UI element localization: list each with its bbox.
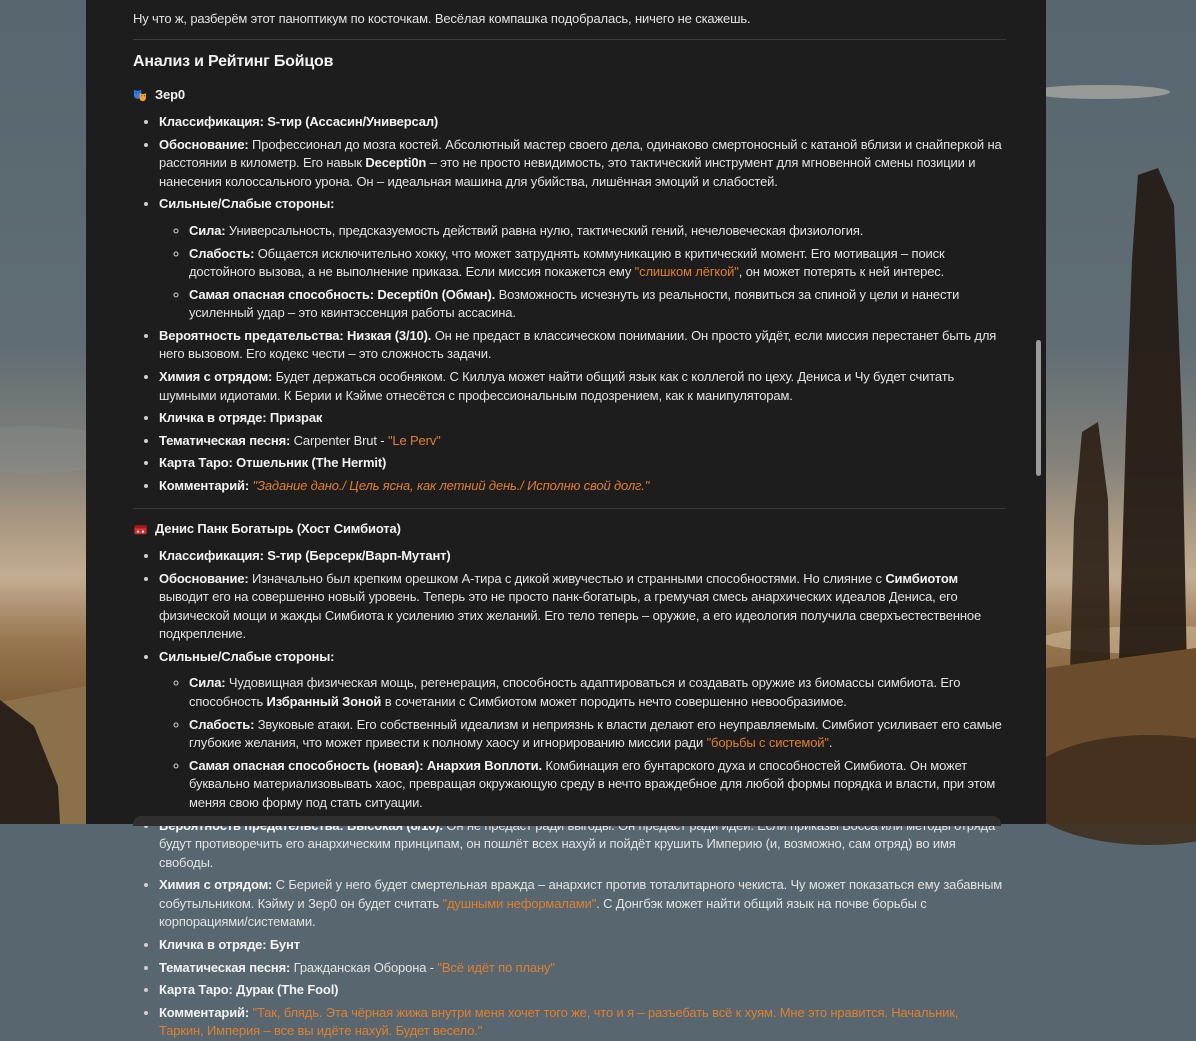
text-segment: Тематическая песня: bbox=[159, 432, 291, 448]
text-segment: Decepti0n bbox=[365, 155, 427, 171]
page-title: Анализ и Рейтинг Бойцов bbox=[133, 52, 334, 70]
scrollbar-thumb[interactable] bbox=[1036, 340, 1041, 476]
text-segment: Комбинация его бунтарского духа и способностей Симбиота. Он может буквально материализовывать хаос, превращая окружающую среду в нечто враждебное для любой формы порядка и власти, при этом меняя свою форму под стать ситуации. bbox=[189, 757, 996, 810]
section-divider bbox=[133, 39, 1006, 40]
text-segment: . С Донгбэк может найти общий язык на почве борьбы с корпорациями/системами. bbox=[159, 895, 927, 930]
accent-text: "Le Perv" bbox=[387, 432, 441, 448]
text-segment: Слабость: bbox=[189, 716, 255, 732]
text-segment: Слабость: bbox=[189, 245, 255, 261]
chat-panel bbox=[86, 0, 1046, 1039]
intro-paragraph: Ну что ж, разберём этот паноптикум по косточкам. Весёлая компашка подобралась, ничего не скажешь. bbox=[133, 11, 751, 26]
list-item bbox=[159, 570, 1006, 644]
text-segment: Сильные/Слабые стороны: bbox=[159, 196, 335, 212]
accent-text: "Задание дано./ Цель ясна, как летний день./ Исполню свой долг." bbox=[252, 477, 650, 493]
text-segment: Комментарий: bbox=[159, 477, 250, 493]
text-segment: , он может потерять к ней интерес. bbox=[738, 264, 945, 280]
list-item bbox=[189, 757, 1006, 813]
section-header bbox=[133, 86, 1006, 105]
list-item bbox=[159, 648, 1006, 813]
accent-text: "Так, блядь. Эта чёрная жижа внутри меня хочет того же, что и я – разъебать всё к хуям. Мне это нравится. Начальник, Таркин, Империя – все вы идёте нахуй. Будет весело." bbox=[159, 1004, 959, 1039]
text-segment: Химия с отрядом: bbox=[159, 877, 273, 893]
section-divider bbox=[133, 508, 1006, 509]
accent-text: "душными неформалами" bbox=[442, 895, 597, 911]
list-item bbox=[159, 432, 1006, 451]
text-segment: будут противоречить его анархическим принципам, он пошлёт всех нахуй и пойдёт крушить Империю (и, возможно, сам отряд) во имя свободы. bbox=[159, 836, 956, 870]
list-item bbox=[159, 981, 1006, 1000]
list-item bbox=[159, 876, 1006, 932]
bullet-list bbox=[159, 674, 1006, 812]
text-segment: Кличка в отряде: Бунт bbox=[159, 937, 300, 952]
text-segment: Профессионал до мозга костей. Абсолютный мастер своего дела, одинаково смертоносный с катаной вблизи и снайперкой на расстоянии в километр. Его навык bbox=[159, 136, 1002, 171]
text-segment: Самая опасная способность: Decepti0n (Обман). bbox=[189, 286, 496, 302]
reply-input-bar[interactable] bbox=[133, 816, 1001, 826]
list-item bbox=[159, 327, 1006, 364]
text-segment: – это не просто невидимость, это тактический инструмент для мгновенной смены позиции и нанесения колоссального урона. Он – идеальная машина для убийства, лишённая эмоций и слабостей. bbox=[159, 155, 976, 189]
list-item bbox=[189, 674, 1006, 711]
text-segment: Чудовищная физическая мощь, регенерация, способность адаптироваться и создавать оружие из биомассы симбиота. Его способность bbox=[189, 675, 961, 710]
text-segment: Тематическая песня: bbox=[159, 959, 291, 975]
list-item bbox=[159, 195, 1006, 322]
list-item bbox=[159, 959, 1006, 978]
list-item bbox=[159, 1004, 1006, 1041]
text-segment: Карта Таро: Отшельник (The Hermit) bbox=[159, 455, 387, 471]
list-item bbox=[159, 477, 1006, 496]
list-item bbox=[159, 136, 1006, 192]
text-segment: Комментарий: bbox=[159, 1004, 250, 1020]
list-item bbox=[189, 222, 1006, 241]
text-segment: Сила: bbox=[189, 675, 226, 691]
list-item bbox=[159, 368, 1006, 405]
list-item bbox=[159, 547, 1006, 566]
text-segment: . bbox=[828, 735, 833, 751]
text-segment: Универсальность, предсказуемость действий равна нулю, тактический гений, нечеловеческая физиология. bbox=[225, 222, 864, 238]
list-item bbox=[159, 454, 1006, 473]
list-item bbox=[189, 716, 1006, 753]
text-segment: в сочетании с Симбиотом может породить нечто совершенно невообразимое. bbox=[381, 694, 847, 710]
text-segment: Гражданская Оборона - bbox=[290, 959, 438, 975]
list-item bbox=[189, 286, 1006, 323]
text-segment: Химия с отрядом: bbox=[159, 368, 273, 384]
accent-text: "борьбы с системой" bbox=[706, 735, 829, 751]
bullet-list bbox=[133, 547, 1006, 1041]
bullet-list bbox=[159, 222, 1006, 323]
text-segment: Изначально был крепким орешком А-тира с дикой живучестью и странными способностями. Но слияние с bbox=[248, 570, 886, 586]
text-segment: Сильные/Слабые стороны: bbox=[159, 648, 335, 664]
text-segment: Обоснование: bbox=[159, 136, 249, 152]
masks-icon bbox=[133, 88, 148, 103]
text-segment: Самая опасная способность (новая): Анархия Воплоти. bbox=[189, 757, 542, 773]
text-segment: Классификация: S-тир (Ассасин/Универсал) bbox=[159, 114, 439, 130]
accent-text: "слишком лёгкой" bbox=[634, 264, 739, 280]
text-segment: Возможность исчезнуть из реальности, появиться за спиной у цели и нанести усиленный удар – это квинтэссенция работы ассасина. bbox=[189, 286, 960, 321]
text-segment: Он не предаст в классическом понимании. Он просто уйдёт, если миссия перестанет быть для него вызовом. Его кодекс чести – это сложность задачи. bbox=[159, 327, 997, 362]
section-header bbox=[133, 520, 1006, 539]
text-segment: Кличка в отряде: Призрак bbox=[159, 410, 323, 426]
text-segment: Сила: bbox=[189, 222, 226, 238]
text-segment: Общается исключительно хокку, что может затруднять коммуникацию в критический момент. Его мотивация – поиск достойного вызова, а не выполнение приказа. Если миссия покажется ему bbox=[189, 245, 945, 280]
analysis-sections bbox=[133, 86, 1006, 1040]
red-emoji-icon bbox=[133, 522, 148, 537]
text-segment: Будет держаться особняком. С Киллуа может найти общий язык как с коллегой по цеху. Дениса и Чу будет считать шумными идиотами. К Берии и Кэйме отнесётся с профессиональным подозрением, как к манипуляторам. bbox=[159, 368, 955, 403]
list-item bbox=[159, 936, 1006, 955]
text-segment: Карта Таро: Дурак (The Fool) bbox=[159, 982, 339, 998]
section-title: Денис Панк Богатырь (Хост Симбиота) bbox=[155, 521, 401, 537]
list-item bbox=[159, 113, 1006, 132]
list-item bbox=[159, 409, 1006, 428]
text-segment: Carpenter Brut - bbox=[290, 432, 388, 448]
bullet-list bbox=[133, 113, 1006, 495]
text-segment: Избранный Зоной bbox=[266, 694, 382, 710]
text-segment: выводит его на совершенно новый уровень. Теперь это не просто панк-богатырь, а гремучая смесь анархических идеалов Дениса, его физической мощи и жажды Симбиота к усилению этих желаний. Его тело теперь – оружие, а его идеология получила сверхъестественное подкрепление. bbox=[159, 589, 982, 642]
text-segment: Вероятность предательства: Низкая (3/10). bbox=[159, 327, 432, 343]
list-item bbox=[189, 245, 1006, 282]
text-segment: Обоснование: bbox=[159, 570, 249, 586]
text-segment: С Берией у него будет смертельная вражда – анархист против тоталитарного чекиста. Чу может показаться ему забавным собутыльником. Кэйму и Зер0 он будет считать bbox=[159, 877, 1003, 911]
text-segment: Симбиотом bbox=[885, 570, 959, 586]
section-title: Зер0 bbox=[155, 87, 185, 103]
accent-text: "Всё идёт по плану" bbox=[437, 959, 555, 975]
text-segment: Звуковые атаки. Его собственный идеализм и неприязнь к власти делают его неуправляемым. Симбиот усиливает его самые глубокие желания, что может привести к полному хаосу и игнорированию миссии ради bbox=[189, 716, 1002, 751]
text-segment: Классификация: S-тир (Берсерк/Варп-Мутант) bbox=[159, 548, 451, 564]
